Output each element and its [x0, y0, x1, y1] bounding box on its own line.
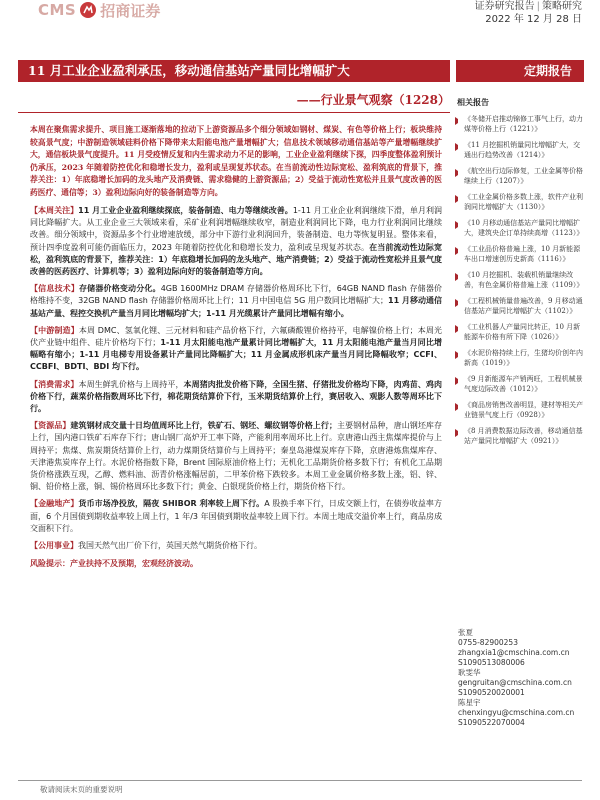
doc-type: 证券研究报告 [474, 1, 535, 12]
section-highlight: 货币市场净投放，隔夜 SHIBOR 利率较上周下行。 [78, 499, 265, 509]
section-paragraph [30, 540, 442, 552]
contact-phone: 0755-82900253 [458, 638, 518, 647]
section-highlight: 11 月工业企业盈利继续探底，装备制造、电力等继续改善。 [78, 206, 293, 215]
related-report-item[interactable]: 《航空出行边际修复，工业金属等价格继续上行（1207）》 [455, 166, 587, 186]
report-tag: 定期报告 [456, 60, 584, 82]
paragraph-list [30, 205, 442, 552]
section-text: 1-11 月工业企业利润继续下滑，单月利润同比降幅扩大。从工业企业三大领域来看，采矿业利润增幅继续收窄，制造业利润同比下降，电力行业利润同比继续改善。细分领域中，资源品多个行业增速放缓，部分中下游行业利润回升，装备制造、电力等恢复明显。整体来看，预计四季度盈利可能仍面临压力，2023 年随着防控优化和稳增长发力，盈利或呈现复苏状态。 [30, 206, 442, 252]
section-highlight: 1-11 月太阳能电池产量累计同比增幅扩大，11 月太阳能电池产量当月同比增幅略有缩小；1-11 月电梯专用设备累计产量同比降幅扩大；11 月金属成形机床产量当月同比降幅收窄；CCFI、CCBFI、BDTI、BDI 均下行。 [30, 338, 442, 372]
section-paragraph [30, 283, 442, 320]
section-label: 【中游制造】 [30, 325, 79, 335]
related-report-item[interactable]: 《10 月移动通信基站产量同比增幅扩大，建筑央企订单持续高增（1123）》 [455, 218, 587, 238]
report-title: 11 月工业企业盈利承压，移动通信基站产量同比增幅扩大 [18, 60, 450, 82]
section-text: 本周生鲜乳价格与上周持平， [78, 379, 184, 389]
contact-email[interactable]: gengruitan@cmschina.com.cn [458, 678, 572, 687]
brand-logo [38, 0, 160, 20]
contact-name: 张夏 [458, 628, 473, 637]
report-date: 2022 年 12 月 28 日 [485, 14, 582, 25]
main-content [30, 124, 442, 569]
section-highlight: 11 月移动通信基站产量、程控交换机产量当月同比增幅均扩大；1-11 月光缆累计产量同比增幅有缩小。 [30, 296, 443, 318]
section-label: 【信息技术】 [30, 284, 80, 294]
contact-email[interactable]: chenxingyu@cmschina.com.cn [458, 708, 575, 717]
contact-cert: S1090522070004 [458, 718, 525, 727]
subtitle-divider [18, 112, 450, 113]
related-report-item[interactable]: 《9 月新能源车产销两旺，工程机械景气度边际改善（1012）》 [455, 374, 587, 394]
section-highlight: 存储器价格变动分化。 [79, 284, 161, 294]
related-report-item[interactable]: 《工业品价格普遍上涨，10 月新能源车出口增速创历史新高（1116）》 [455, 244, 587, 264]
related-report-item[interactable]: 《工业机器人产量同比转正，10 月新能源车价格有所下降（1026）》 [455, 322, 587, 342]
section-label: 【公用事业】 [30, 541, 78, 551]
footer-note: 敬请阅读末页的重要说明 [40, 785, 123, 794]
doc-category: 策略研究 [542, 1, 582, 12]
related-reports [455, 98, 587, 452]
summary-text: 本周在聚焦需求提升、项目施工逐渐落地的拉动下上游资源品多个细分领域如钢材、煤炭、有色等价格上行；板块维持较高景气度；中游制造领域硅料价格下降带来太阳能电池产量增幅扩大；信息技术领域移动通信基站等产量增幅继续扩大，通信板块景气度提升。11 月受疫情反复和内生需求动力不足的影响，工业企业盈利继续下探，四季度整体盈利预计仍承压，2023 年随着防控优化和稳增长发力，盈利或呈现复苏状态。在当前流动性边际宽松、盈利筑底的背景下，推荐关注：1）年底稳增长加码的龙头地产及消费链、需求稳健的上游资源品；2）受益于流动性宽松并且景气度改善的医药医疗、通信等；3）盈利边际向好的装备制造等方向。 [30, 125, 442, 197]
related-report-item[interactable]: 《11 月挖掘机销量同比增幅扩大，交通出行趋势改善（1214）》 [455, 140, 587, 160]
section-paragraph [30, 420, 442, 493]
section-highlight: 本周猪肉批发价格下降，全国生猪、仔猪批发价格均下降，肉鸡苗、鸡肉价格下行，蔬菜价格指数周环比下行，棉花期货结算价下行，玉米期货结算价上行，赛居收入、观影人数等周环比下行。 [30, 379, 443, 414]
contact-name: 陈星宇 [458, 698, 481, 707]
report-subtitle: ——行业景气观察（1228） [296, 93, 450, 107]
section-paragraph [30, 379, 442, 416]
section-text: A 股换手率下行，日成交额上行，在债券收益率方面，6 个月国债到期收益率较上周上行，1 年/3 年国债到期收益率较上周下行。本周土地成交溢价率上行，商品房成交面积下行。 [30, 499, 443, 533]
related-report-item[interactable]: 《工业金属价格多数上涨，软件产业利润同比增幅扩大（1130）》 [455, 192, 587, 212]
related-report-item[interactable]: 《商品房销售改善明显，建材等相关产业链景气度上行（0928）》 [455, 400, 587, 420]
section-text: 我国天然气出厂价下行，英国天然气期货价格下行。 [78, 541, 262, 551]
section-text: 本周 DMC、氢氧化锂、三元材料和硅产品价格下行，六氟磷酸锂价格持平，电解镍价格上行；本周光伏产业链中组件、硅片价格均下行； [30, 325, 443, 348]
related-report-item[interactable]: 《8 月消费数据边际改善，移动通信基站产量同比增幅扩大（0921）》 [455, 426, 587, 446]
related-report-item[interactable]: 《水泥价格持续上行，生猪均价创年内新高（1019）》 [455, 348, 587, 368]
contact-name: 耿雯华 [458, 668, 481, 677]
section-highlight: 建筑钢材成交量十日均值周环比上行，铁矿石、钢坯、螺纹钢等价格上行； [70, 421, 337, 431]
footer-divider [18, 780, 582, 781]
risk-note: 风险提示：产业扶持不及预期，宏观经济波动。 [30, 558, 198, 569]
analyst-contacts [458, 628, 588, 728]
related-reports-title: 相关报告 [457, 98, 489, 107]
section-label: 【资源品】 [30, 421, 71, 431]
contact-cert: S1090513080006 [458, 658, 525, 667]
contact-cert: S1090520020001 [458, 688, 525, 697]
section-paragraph [30, 325, 442, 374]
section-highlight: 在当前流动性边际宽松，盈利筑底的背景下，推荐关注：1）年底稳增长加码的龙头地产、地产消费链；2）受益于流动性宽松并且景气度改善的医药医疗、计算机等；3）盈利边际向好的装备制造等方向。 [30, 242, 443, 277]
section-text: 主要钢材品种，唐山钢坯库存上行，国内港口铁矿石库存下行；唐山钢厂高炉开工率下降，产能利用率周环比上行。京唐港山西主焦煤库提价与上周持平；焦煤、焦炭期货结算价上行，动力煤期货结算价与上周持平；秦皇岛港煤炭库存下降，京唐港炼焦煤库存、天津港焦炭库存上行。水泥价格指数下降，Brent 国际原油价格上行；无机化工品期货价格多数下行；有机化工品期货价格涨跌互现，乙醇、燃料油、沥青价格涨幅居前，二甲苯价格下跌较多。本周工业金属价格多数上涨，铝、锌、铜、铅价格上涨，铜、锡价格周环比多数下行；黄金、白银现货价格上行，期货价格下行。 [30, 421, 443, 492]
logo-text: CMS [38, 1, 77, 19]
related-report-item[interactable]: 《工程机械销量普遍改善，9 月移动通信基站产量同比增幅扩大（1102）》 [455, 296, 587, 316]
section-label: 【消费需求】 [30, 379, 79, 389]
logo-mark-icon [80, 2, 96, 18]
related-report-item[interactable]: 《10 月挖掘机、装载机销量继续改善，有色金属价格普遍上涨（1109）》 [455, 270, 587, 290]
section-label: 【金融地产】 [30, 499, 79, 509]
page-header [0, 0, 600, 30]
related-report-list [455, 114, 587, 446]
section-paragraph [30, 205, 442, 278]
section-label: 【本周关注】 [30, 206, 79, 215]
related-report-item[interactable]: 《冬储开启推动锦修工事气上行，动力煤等价格上行（1221）》 [455, 114, 587, 134]
header-meta: 证券研究报告 | 策略研究 2022 年 12 月 28 日 [474, 1, 582, 25]
section-text: 4GB 1600MHz DRAM 存储器价格周环比下行，64GB NAND flash 存储器价格维持不变，32GB NAND flash 存储器价格周环比上行；11 月中国电信 5G 用户数同比增幅扩大； [30, 284, 442, 306]
contact-email[interactable]: zhangxia1@cmschina.com.cn [458, 648, 570, 657]
logo-cn-text: 招商证券 [100, 1, 161, 20]
section-paragraph [30, 498, 442, 535]
